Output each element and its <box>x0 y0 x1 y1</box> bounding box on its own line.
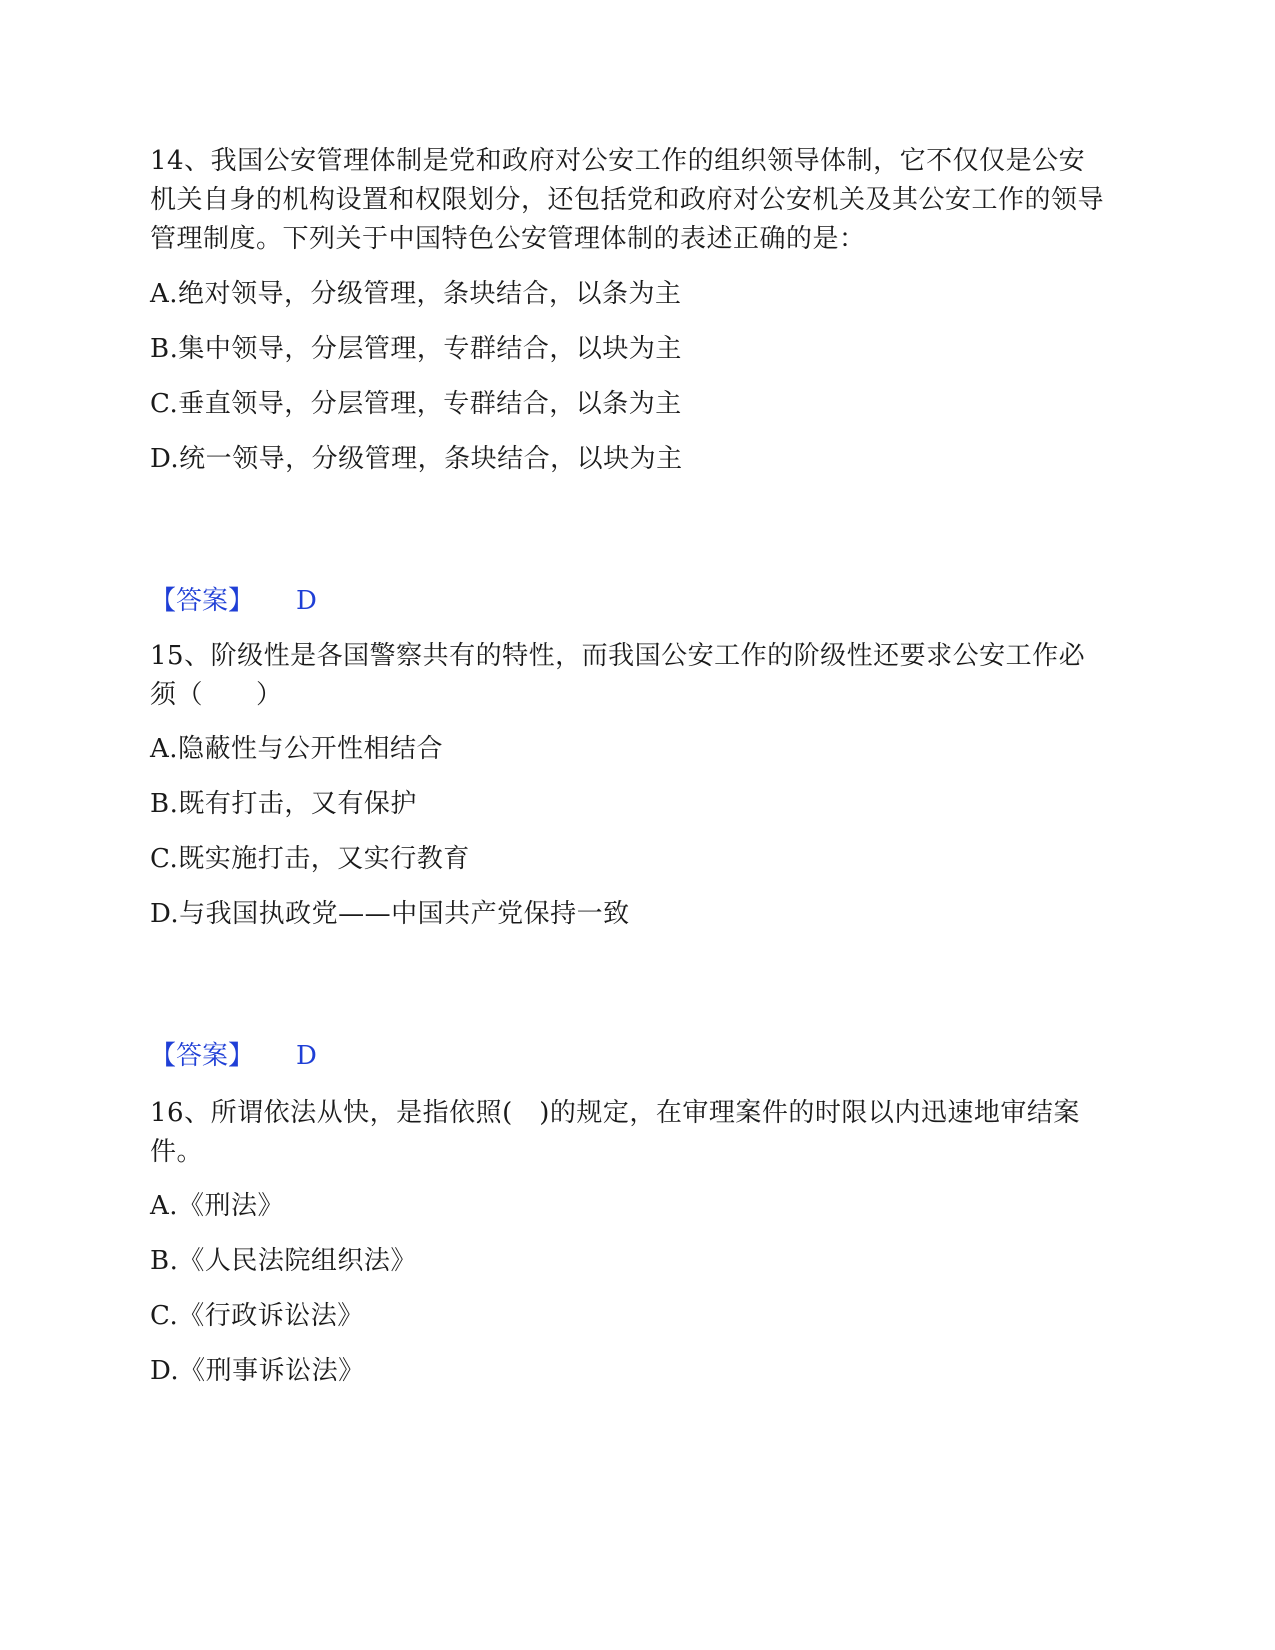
question-15 <box>150 637 1110 715</box>
question-14 <box>150 142 1110 259</box>
question-stem: 15、阶级性是各国警察共有的特性，而我国公安工作的阶级性还要求公安工作必须（ ） <box>150 641 1086 710</box>
option-d: D.《刑事诉讼法》 <box>150 1356 365 1386</box>
option-b: B.集中领导，分层管理，专群结合，以块为主 <box>150 334 682 364</box>
answer-label: 【答案】 <box>150 586 255 616</box>
option-d: D.与我国执政党——中国共产党保持一致 <box>150 899 630 929</box>
option-d: D.统一领导，分级管理，条块结合，以块为主 <box>150 444 683 474</box>
question-16 <box>150 1094 1110 1172</box>
option-b: B.《人民法院组织法》 <box>150 1246 417 1276</box>
option-c: C.《行政诉讼法》 <box>150 1301 364 1331</box>
option-a: A.绝对领导，分级管理，条块结合，以条为主 <box>150 279 682 309</box>
option-b: B.既有打击，又有保护 <box>150 789 417 819</box>
option-a: A.隐蔽性与公开性相结合 <box>150 734 444 764</box>
answer-value: D <box>296 1041 317 1071</box>
answer-value: D <box>296 586 317 616</box>
option-c: C.既实施打击，又实行教育 <box>150 844 470 874</box>
question-stem: 14、我国公安管理体制是党和政府对公安工作的组织领导体制，它不仅仅是公安机关自身的机构设置和权限划分，还包括党和政府对公安机关及其公安工作的领导管理制度。下列关于中国特色公安管理体制的表述正确的是： <box>150 146 1105 254</box>
answer-14 <box>150 585 317 617</box>
answer-15 <box>150 1040 317 1072</box>
option-c: C.垂直领导，分层管理，专群结合，以条为主 <box>150 389 682 419</box>
answer-label: 【答案】 <box>150 1041 255 1071</box>
question-stem: 16、所谓依法从快，是指依照( )的规定，在审理案件的时限以内迅速地审结案件。 <box>150 1098 1080 1167</box>
option-a: A.《刑法》 <box>150 1191 285 1221</box>
